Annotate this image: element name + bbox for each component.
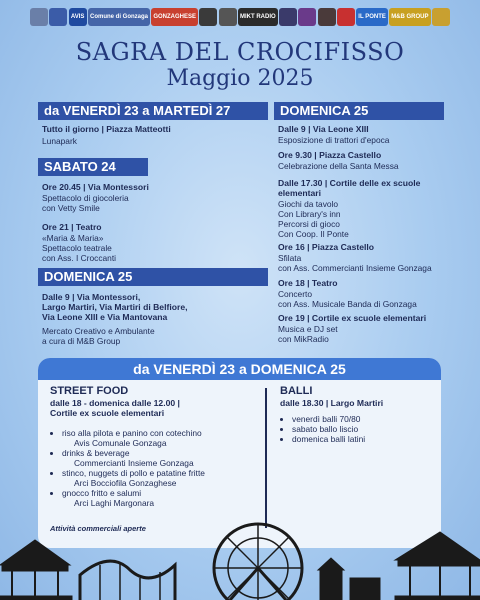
food-item-name: • riso alla pilota e panino con cotechino: [62, 428, 202, 438]
column-divider: [265, 388, 267, 528]
food-item-name: • drinks & beverage: [62, 448, 130, 458]
food-item: [62, 428, 260, 448]
balli-item: • domenica balli latini: [292, 434, 430, 444]
street-food-title: STREET FOOD: [50, 385, 129, 397]
circle-logo-4: [298, 8, 316, 26]
mb-group-logo: M&B GROUP: [389, 8, 430, 26]
food-item: [62, 468, 260, 488]
sabato-event1-heading: Ore 20.45 | Via Montessori: [42, 182, 149, 192]
coat-of-arms-logo: [30, 8, 48, 26]
sabato-event2-heading: Ore 21 | Teatro: [42, 222, 102, 232]
lunapark-desc: Lunapark: [42, 136, 77, 146]
sabato-event1-desc: Spettacolo di giocoleria con Vetty Smile: [42, 193, 129, 213]
right-event-desc: Celebrazione della Santa Messa: [278, 161, 399, 171]
circle-logo-3: [279, 8, 297, 26]
food-item: [62, 488, 260, 508]
gonzaghese-logo: GONZAGHESE: [151, 8, 198, 26]
mik-radio-logo: MIKT RADIO: [238, 8, 278, 26]
amusement-park-silhouette: [0, 510, 480, 600]
food-item-provider: Avis Comunale Gonzaga: [74, 438, 167, 448]
street-food-info: dalle 18 - domenica dalle 12.00 | Cortile ex scuole elementari: [50, 398, 180, 418]
bottom-panel-title: da VENERDÌ 23 a DOMENICA 25: [38, 358, 441, 380]
food-item-provider: Commercianti Insieme Gonzaga: [74, 458, 194, 468]
balli-title: BALLI: [280, 385, 313, 397]
right-event-desc: Giochi da tavolo Con Library's inn Percorsi di gioco Con Coop. Il Ponte: [278, 199, 349, 239]
right-event-heading: Dalle 17.30 | Cortile delle ex scuole elementari: [278, 178, 421, 198]
lunapark-heading: Tutto il giorno | Piazza Matteotti: [42, 124, 171, 134]
comune-gonzaga-logo: Comune di Gonzaga: [88, 8, 150, 26]
association-logo: [49, 8, 67, 26]
right-event-heading: Ore 16 | Piazza Castello: [278, 242, 375, 252]
square-logo: [318, 8, 336, 26]
right-event-heading: Ore 18 | Teatro: [278, 278, 338, 288]
balli-info: dalle 18.30 | Largo Martiri: [280, 398, 384, 408]
balli-item: • venerdì balli 70/80: [292, 414, 430, 424]
title-line-2: Maggio 2025: [166, 66, 314, 91]
title-line-1: SAGRA DEL CROCIFISSO: [75, 38, 405, 66]
balli-list: [280, 414, 430, 444]
carousel-roof-left: [0, 540, 70, 565]
right-event-desc: Concerto con Ass. Musicale Banda di Gonzaga: [278, 289, 417, 309]
left-domenica-header: DOMENICA 25: [38, 268, 268, 286]
food-item-provider: Arci Laghi Margonara: [74, 498, 155, 508]
sabato-event2-desc: «Maria & Maria» Spettacolo teatrale con Ass. I Croccanti: [42, 233, 117, 263]
crest-logo: [432, 8, 450, 26]
il-ponte-logo: IL PONTE: [356, 8, 388, 26]
left-block1-header: da VENERDÌ 23 a MARTEDÌ 27: [38, 102, 268, 120]
balli-item: • sabato ballo liscio: [292, 424, 430, 434]
right-event-desc: Sfilata con Ass. Commercianti Insieme Gonzaga: [278, 253, 432, 273]
right-event-heading: Ore 9.30 | Piazza Castello: [278, 150, 382, 160]
sponsor-logos: [30, 4, 450, 30]
right-domenica-header: DOMENICA 25: [274, 102, 444, 120]
carousel-roof-right: [395, 532, 480, 560]
food-item-provider: Arci Bocciofila Gonzaghese: [74, 478, 177, 488]
mercato-heading: Dalle 9 | Via Montessori, Largo Martiri, Via Martiri di Belfiore, Via Leone XIII e Via Mantovana: [42, 292, 188, 322]
food-item-name: • stinco, nuggets di pollo e patatine fritte: [62, 468, 205, 478]
right-event-heading: Dalle 9 | Via Leone XIII: [278, 124, 369, 134]
right-event-desc: Musica e DJ set con MikRadio: [278, 324, 338, 344]
food-item: [62, 448, 260, 468]
sabato-header: SABATO 24: [38, 158, 148, 176]
street-food-note: Attività commerciali aperte: [50, 524, 146, 533]
street-food-list: [50, 428, 260, 508]
avis-logo: AVIS: [69, 8, 87, 26]
mercato-desc: Mercato Creativo e Ambulante a cura di M&B Group: [42, 326, 155, 346]
food-item-name: • gnocco fritto e salumi: [62, 488, 142, 498]
event-title: [0, 38, 480, 92]
round-logo: [337, 8, 355, 26]
right-event-desc: Esposizione di trattori d'epoca: [278, 135, 390, 145]
right-event-heading: Ore 19 | Cortile ex scuole elementari: [278, 313, 427, 323]
circle-logo-1: [199, 8, 217, 26]
circle-logo-2: [219, 8, 237, 26]
